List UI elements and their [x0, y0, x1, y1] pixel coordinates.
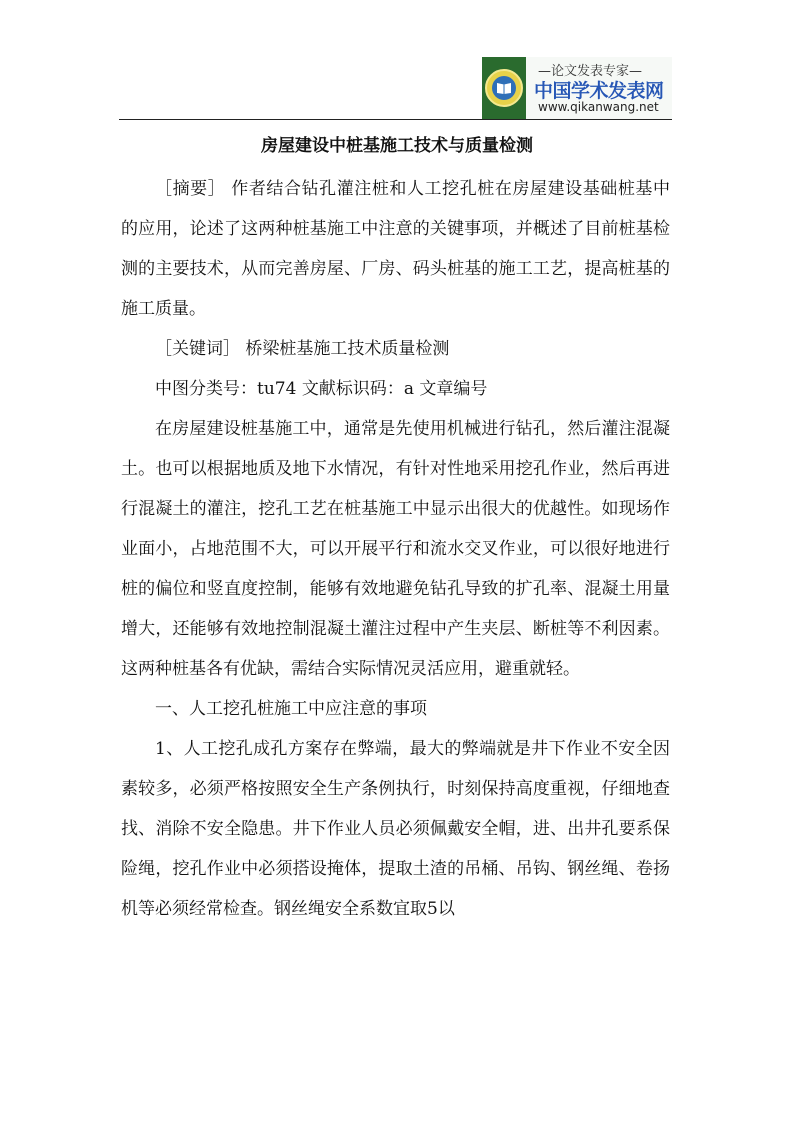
- section-heading: 一、人工挖孔桩施工中应注意的事项: [155, 699, 427, 719]
- body-paragraph: 在房屋建设桩基施工中，通常是先使用机械进行钻孔，然后灌注混凝土。也可以根据地质及地下水情况，有针对性地采用挖孔作业，然后再进行混凝土的灌注，挖孔工艺在桩基施工中显示出很大的优越性。如现场作业面小，占地范围不大，可以开展平行和流水交叉作业，可以很好地进行桩的偏位和竖直度控制，能够有效地避免钻孔导致的扩孔率、混凝土用量增大，还能够有效地控制混凝土灌注过程中产生夹层、断桩等不利因素。这两种桩基各有优缺，需结合实际情况灵活应用，避重就轻。: [121, 419, 670, 679]
- logo-tagline: —论文发表专家—: [538, 64, 643, 79]
- keywords-paragraph: ［关键词］ 桥梁桩基施工技术质量检测: [155, 339, 450, 359]
- logo-emblem-icon: [482, 57, 526, 119]
- logo-wordmark: [526, 57, 672, 119]
- logo-url: www.qikanwang.net: [538, 100, 659, 114]
- classification-paragraph: 中图分类号：tu74 文献标识码：a 文章编号: [155, 379, 488, 399]
- article-title: 房屋建设中桩基施工技术与质量检测: [261, 136, 533, 156]
- abstract-paragraph: ［摘要］ 作者结合钻孔灌注桩和人工挖孔桩在房屋建设基础桩基中的应用，论述了这两种桩基施工中注意的关键事项，并概述了目前桩基检测的主要技术，从而完善房屋、厂房、码头桩基的施工工艺，提高桩基的施工质量。: [121, 179, 670, 319]
- header-divider: [119, 119, 672, 120]
- book-icon: [496, 82, 512, 94]
- article-body: [121, 169, 670, 929]
- site-logo[interactable]: [482, 57, 672, 119]
- body-paragraph: 1、人工挖孔成孔方案存在弊端，最大的弊端就是井下作业不安全因素较多，必须严格按照安全生产条例执行，时刻保持高度重视，仔细地查找、消除不安全隐患。井下作业人员必须佩戴安全帽，进、出井孔要系保险绳，挖孔作业中必须搭设掩体，提取土渣的吊桶、吊钩、钢丝绳、卷扬机等必须经常检查。钢丝绳安全系数宜取5以: [121, 739, 670, 919]
- logo-name: 中国学术发表网: [534, 80, 664, 102]
